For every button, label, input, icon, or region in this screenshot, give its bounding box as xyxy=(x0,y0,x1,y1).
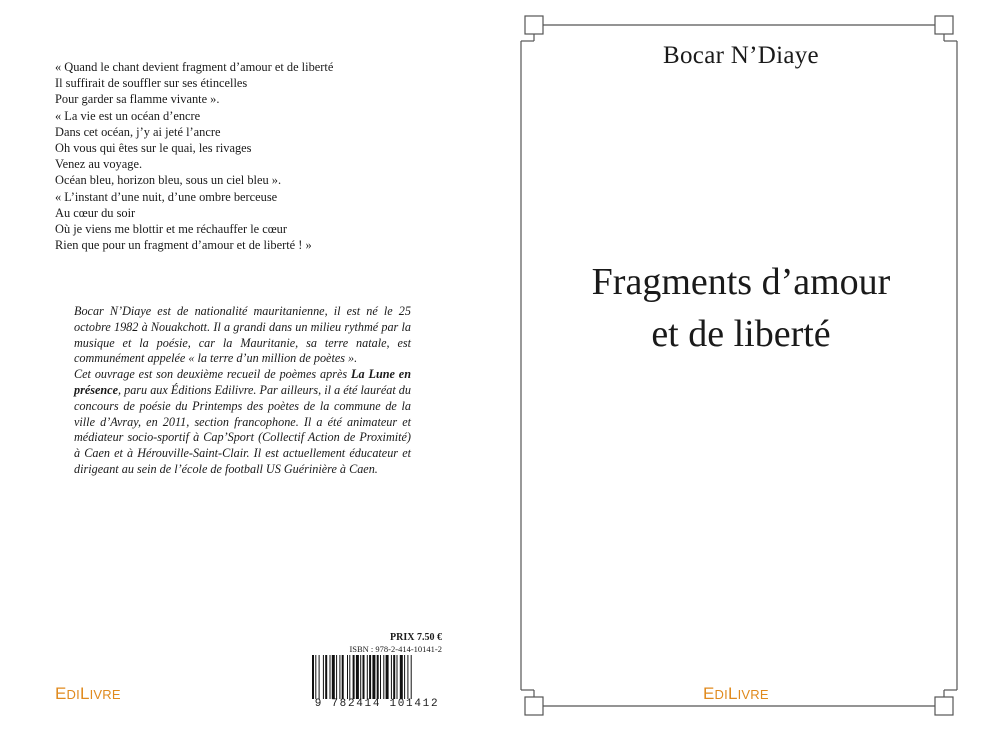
bio-text-before: Cet ouvrage est son deuxième recueil de poèmes après xyxy=(74,367,352,382)
poem-line: « Quand le chant devient fragment d’amour et de liberté xyxy=(55,60,334,74)
poem-line: Rien que pour un fragment d’amour et de liberté ! » xyxy=(55,238,312,253)
bio-text-after: , paru aux Éditions Edilivre. Par ailleurs, il a été lauréat du concours de poésie du Printemps des poètes de la commune de la ville d’Avray, en 2011, section francophone. Il a été animateur et médiateur socio-sportif à Cap’Sport (Collectif Action de Proximité) à Caen et à Hérouville-Saint-Clair. Il est actuellement éducateur et dirigeant au sein de l’école de football US Guérinière à Caen. xyxy=(74,382,411,476)
poem-line: Venez au voyage. xyxy=(55,157,143,172)
book-title-line-2: et de liberté xyxy=(651,313,831,355)
barcode-block xyxy=(308,632,446,712)
bio-paragraph-1: Bocar N’Diaye est de nationalité mauritanienne, il est né le 25 octobre 1982 à Nouakchott. Il a grandi dans un milieu rythmé par la musique et la poésie, car la Mauritanie, sa terre natale, est communément appelée « la terre d’un million de poètes ». xyxy=(74,304,411,366)
barcode-digits: 9 782414 101412 xyxy=(314,698,440,710)
author-biography xyxy=(74,304,411,478)
decorative-frame xyxy=(517,0,981,736)
poem-line: Au cœur du soir xyxy=(55,205,136,220)
barcode-icon xyxy=(312,655,442,699)
poem-line: Où je viens me blottir et me réchauffer le cœur xyxy=(55,222,288,237)
back-cover-poem xyxy=(55,59,435,253)
poem-line: Dans cet océan, j’y ai jeté l’ancre xyxy=(55,124,221,139)
isbn-label: ISBN : 978-2-414-10141-2 xyxy=(349,644,442,654)
edilivre-logo-back: EDILIVRE xyxy=(55,684,121,703)
author-name: Bocar N’Diaye xyxy=(663,42,819,69)
poem-line: Oh vous qui êtes sur le quai, les rivages xyxy=(55,141,252,156)
back-cover xyxy=(0,0,490,736)
poem-line: Pour garder sa flamme vivante ». xyxy=(55,92,220,107)
front-cover xyxy=(517,0,981,736)
poem-line: Océan bleu, horizon bleu, sous un ciel bleu ». xyxy=(55,173,282,188)
book-title xyxy=(517,256,965,360)
price-label: PRIX 7.50 € xyxy=(390,632,442,643)
bio-paragraph-2 xyxy=(74,367,411,478)
bio-book-title: La Lune en présence xyxy=(74,367,411,397)
edilivre-logo-front: EDILIVRE xyxy=(703,684,769,703)
poem-line: « L’instant d’une nuit, d’une ombre berceuse xyxy=(55,189,278,204)
poem-line: « La vie est un océan d’encre xyxy=(55,108,201,123)
poem-line: Il suffirait de souffler sur ses étincelles xyxy=(55,76,248,91)
book-title-line-1: Fragments d’amour xyxy=(591,261,891,303)
